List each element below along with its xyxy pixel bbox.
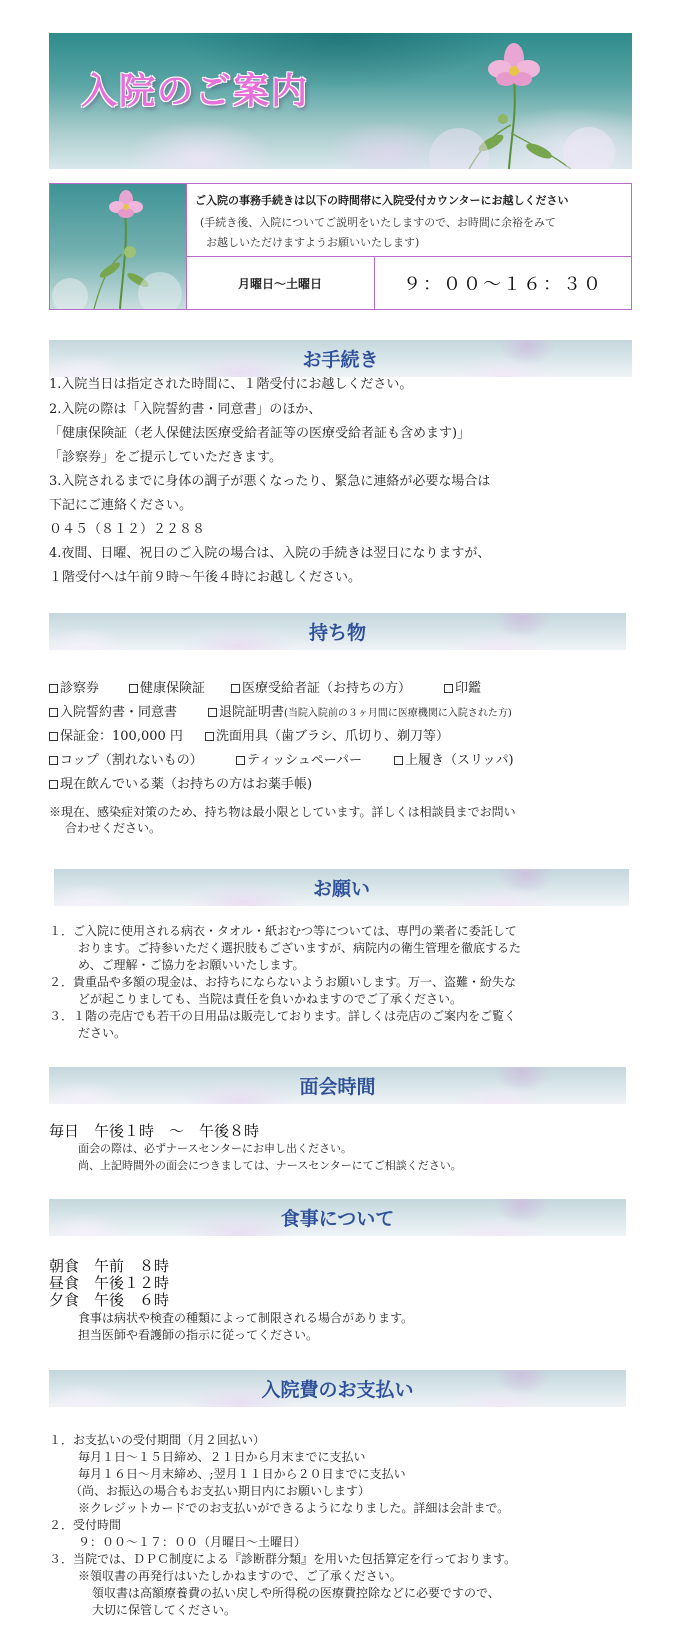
payment-line: 毎月１日～１５日締め、２１日から月末までに支払い <box>78 1450 366 1464</box>
checkbox-icon <box>205 732 214 741</box>
page-title: 入院のご案内 <box>81 71 310 112</box>
payment-line: ※クレジットカードでのお支払いができるようになりました。詳細は会計まで。 <box>78 1501 510 1515</box>
requests-line: ３．１階の売店でも若干の日用品は販売しております。詳しくは売店のご案内をご覧く <box>49 1009 517 1023</box>
procedures-line: 「健康保険証（老人保健法医療受給者証等の医療受給者証も含めます)」 <box>49 426 471 441</box>
visiting-hours: 毎日 午後１時 ～ 午後８時 <box>49 1122 260 1140</box>
checkbox-icon <box>231 684 240 693</box>
payment-line: ２．受付時間 <box>49 1518 122 1532</box>
checkbox-icon <box>49 684 58 693</box>
visiting-heading: 面会時間 <box>49 1067 626 1104</box>
meals-note: 担当医師や看護師の指示に従ってください。 <box>78 1328 319 1342</box>
payment-line: 大切に保管してください。 <box>92 1603 237 1617</box>
payment-line: ３．当院では、ＤＰＣ制度による『診断群分類』を用いた包括算定を行っております。 <box>49 1552 517 1566</box>
payment-heading: 入院費のお支払い <box>49 1370 626 1407</box>
procedures-line: 1.入院当日は指定された時間に、１階受付にお越しください。 <box>49 377 413 392</box>
meal-time: 朝食 午前 ８時 <box>49 1257 170 1275</box>
procedures-heading: お手続き <box>49 340 632 377</box>
payment-line: ９：００～１７：００（月曜日～土曜日） <box>78 1535 307 1549</box>
checklist-item: 現在飲んでいる薬（お持ちの方はお薬手帳) <box>49 778 312 791</box>
visiting-note: 面会の際は、必ずナースセンターにお申し出ください。 <box>78 1142 353 1155</box>
procedures-line: 「診察券」をご提示していただきます。 <box>49 450 282 465</box>
belongings-note: ※現在、感染症対策のため、持ち物は最小限としています。詳しくは相談員までお問い <box>49 805 516 819</box>
belongings-heading: 持ち物 <box>49 613 626 650</box>
meal-time: 昼食 午後１２時 <box>49 1274 170 1292</box>
info-line-2: (手続き後、入院についてご説明をいたしますので、お時間に余裕をみて <box>200 216 556 229</box>
checklist-item: ティッシュペーパー <box>236 754 362 767</box>
procedures-line: １階受付へは午前９時～午後４時にお越しください。 <box>49 570 362 585</box>
phone-number: ０４５（８１２）２２８８ <box>49 522 206 537</box>
requests-line: １．ご入院に使用される病衣・タオル・紙おむつ等については、専門の業者に委託して <box>49 924 517 938</box>
cosmos-thumbnail-image <box>50 184 187 309</box>
checkbox-icon <box>49 756 58 765</box>
checklist-item: 印鑑 <box>444 682 481 695</box>
payment-line: ※領収書の再発行はいたしかねますので、ご了承ください。 <box>78 1569 402 1583</box>
procedures-line: 2.入院の際は「入院誓約書・同意書」のほか、 <box>49 402 322 417</box>
meals-heading: 食事について <box>49 1199 626 1236</box>
checkbox-icon <box>236 756 245 765</box>
requests-line: ださい。 <box>78 1026 127 1040</box>
reception-hours: ９：００～１６：３０ <box>403 274 603 295</box>
requests-line: どが起こりましても、当院は責任を負いかねますのでご了承ください。 <box>78 992 463 1006</box>
checkbox-icon <box>444 684 453 693</box>
meals-note: 食事は病状や検査の種類によって制限される場合があります。 <box>78 1311 414 1325</box>
info-line-3: お越しいただけますようお願いいたします) <box>206 236 420 249</box>
info-line-1: ご入院の事務手続きは以下の時間帯に入院受付カウンターにお越しください <box>195 194 569 207</box>
reception-days: 月曜日～土曜日 <box>186 257 375 309</box>
admission-info-box <box>49 183 632 310</box>
meal-time: 夕食 午後 ６時 <box>49 1291 170 1309</box>
cosmos-flower-image <box>399 33 629 169</box>
admission-message <box>186 184 631 257</box>
requests-line: おります。ご持参いただく選択肢もございますが、病院内の衛生管理を徹底するた <box>78 941 522 955</box>
checklist-item: 健康保険証 <box>129 682 205 695</box>
checkbox-icon <box>129 684 138 693</box>
requests-heading: お願い <box>54 869 629 906</box>
payment-line: （尚、お振込の場合もお支払い期日内にお願いします） <box>70 1484 371 1498</box>
checklist-item: 退院証明書(当院入院前の３ヶ月間に医療機関に入院された方) <box>208 706 512 719</box>
checklist-item: 診察券 <box>49 682 99 695</box>
requests-line: ２．貴重品や多額の現金は、お持ちにならないようお願いします。万一、盗難・紛失な <box>49 975 517 989</box>
checkbox-icon <box>49 732 58 741</box>
procedures-line: 下記にご連絡ください。 <box>49 498 193 513</box>
procedures-line: 4.夜間、日曜、祝日のご入院の場合は、入院の手続きは翌日になりますが、 <box>49 546 491 561</box>
checklist-item: 上履き（スリッパ) <box>394 754 514 767</box>
checkbox-icon <box>394 756 403 765</box>
payment-line: １．お支払いの受付期間（月２回払い） <box>49 1433 266 1447</box>
procedures-line: 3.入院されるまでに身体の調子が悪くなったり、緊急に連絡が必要な場合は <box>49 474 491 489</box>
checklist-item: コップ（割れないもの） <box>49 754 203 767</box>
checkbox-icon <box>49 780 58 789</box>
visiting-note: 尚、上記時間外の面会につきましては、ナースセンターにてご相談ください。 <box>78 1159 462 1172</box>
payment-line: 領収書は高額療養費の払い戻しや所得税の医療費控除などに必要ですので、 <box>92 1586 500 1600</box>
checkbox-icon <box>208 708 217 717</box>
checklist-item: 洗面用具（歯ブラシ、爪切り、剃刀等） <box>205 730 449 743</box>
checklist-item: 入院誓約書・同意書 <box>49 706 177 719</box>
payment-line: 毎月１６日～月末締め、;翌月１１日から２０日までに支払い <box>78 1467 406 1481</box>
requests-line: め、ご理解・ご協力をお願いいたします。 <box>78 958 305 972</box>
belongings-note: 合わせください。 <box>65 821 162 835</box>
checklist-item: 医療受給者証（お持ちの方） <box>231 682 411 695</box>
checklist-item: 保証金：100,000 円 <box>49 730 183 743</box>
checkbox-icon <box>49 708 58 717</box>
header-banner <box>49 33 632 169</box>
